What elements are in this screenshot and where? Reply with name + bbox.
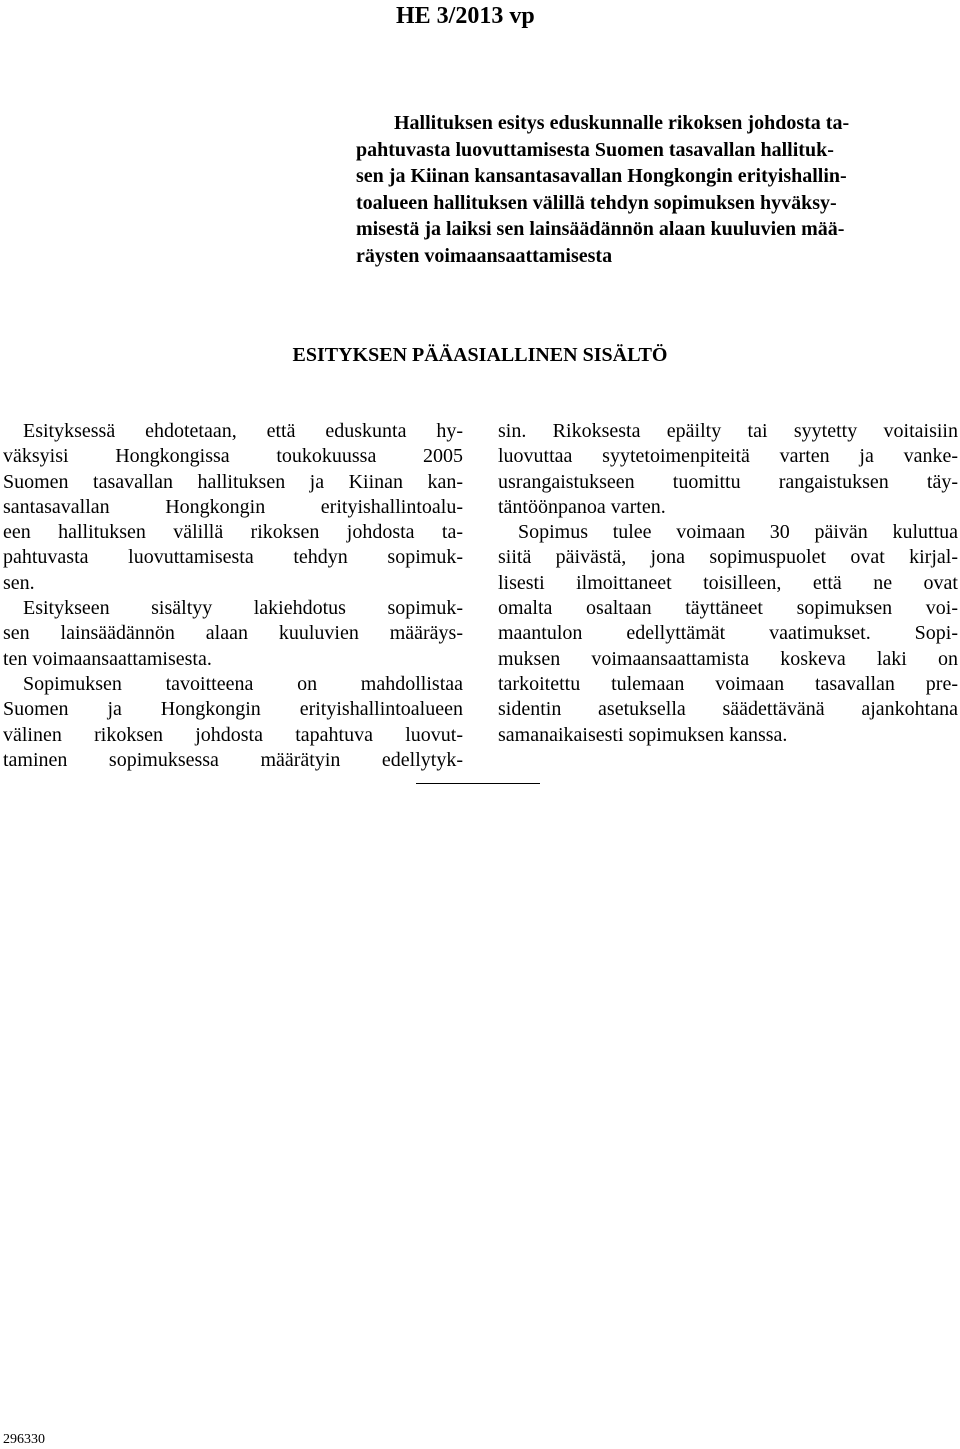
right-column [498, 419, 958, 748]
text-line: väksyisi Hongkongissa toukokuussa 2005 [3, 445, 463, 468]
text-line: luovuttaa syytetoimenpiteitä varten ja vanke- [498, 445, 958, 468]
title-line: misestä ja laiksi sen lainsäädännön alaan kuuluvien mää- [356, 218, 845, 241]
text-line: muksen voimaansaattamista koskeva laki on [498, 647, 958, 670]
text-line: sen lainsäädännön alaan kuuluvien määräys- [3, 622, 463, 645]
text-line: Esityksessä ehdotetaan, että eduskunta hy- [23, 420, 463, 442]
page-number: 296330 [3, 1432, 45, 1447]
text-line: lisesti ilmoittaneet toisilleen, että ne ovat [498, 571, 958, 594]
document-title [356, 110, 948, 270]
text-line: pahtuvasta luovuttamisesta tehdyn sopimuk- [3, 546, 463, 569]
text-line: santasavallan Hongkongin erityishallintoalu- [3, 495, 463, 518]
text-line: sen. [3, 571, 35, 594]
paragraph [498, 419, 958, 520]
title-line: Hallituksen esitys eduskunnalle rikoksen johdosta ta- [394, 112, 850, 134]
title-line: sen ja Kiinan kansantasavallan Hongkongin erityishallin- [356, 165, 847, 188]
left-column [3, 419, 463, 773]
title-line: räysten voimaansaattamisesta [356, 244, 613, 267]
text-line: Sopimuksen tavoitteena on mahdollistaa [23, 672, 463, 695]
end-separator-rule [416, 783, 540, 784]
text-line: Suomen tasavallan hallituksen ja Kiinan kan- [3, 470, 463, 493]
title-line: pahtuvasta luovuttamisesta Suomen tasavallan hallituk- [356, 138, 834, 161]
paragraph [498, 520, 958, 748]
text-line: siitä päivästä, jona sopimuspuolet ovat kirjal- [498, 546, 958, 569]
text-line: sidentin asetuksella säädettävänä ajankohtana [498, 698, 958, 721]
document-id-header: HE 3/2013 vp [396, 3, 535, 29]
text-line: taminen sopimuksessa määrätyin edellytyk- [3, 748, 463, 771]
title-line: toalueen hallituksen välillä tehdyn sopimuksen hyväksy- [356, 191, 837, 214]
text-line: välinen rikoksen johdosta tapahtuva luovut- [3, 723, 463, 746]
text-line: tarkoitettu tulemaan voimaan tasavallan pre- [498, 672, 958, 695]
text-line: sin. Rikoksesta epäilty tai syytetty voitaisiin [498, 420, 958, 442]
text-line: ten voimaansaattamisesta. [3, 647, 212, 670]
text-line: täntöönpanoa varten. [498, 495, 666, 518]
section-heading: ESITYKSEN PÄÄASIALLINEN SISÄLTÖ [292, 344, 668, 366]
paragraph [3, 672, 463, 773]
text-line: samanaikaisesti sopimuksen kanssa. [498, 723, 788, 746]
text-line: Suomen ja Hongkongin erityishallintoalueen [3, 698, 463, 721]
text-line: omalta osaltaan täyttäneet sopimuksen voi- [498, 597, 958, 620]
text-line: Esitykseen sisältyy lakiehdotus sopimuk- [23, 597, 463, 620]
text-line: usrangaistukseen tuomittu rangaistuksen täy- [498, 470, 958, 493]
paragraph [3, 419, 463, 596]
text-line: Sopimus tulee voimaan 30 päivän kuluttua [518, 521, 958, 544]
paragraph [3, 596, 463, 672]
text-line: een hallituksen välillä rikoksen johdosta ta- [3, 521, 463, 544]
text-line: maantulon edellyttämät vaatimukset. Sopi- [498, 622, 958, 645]
